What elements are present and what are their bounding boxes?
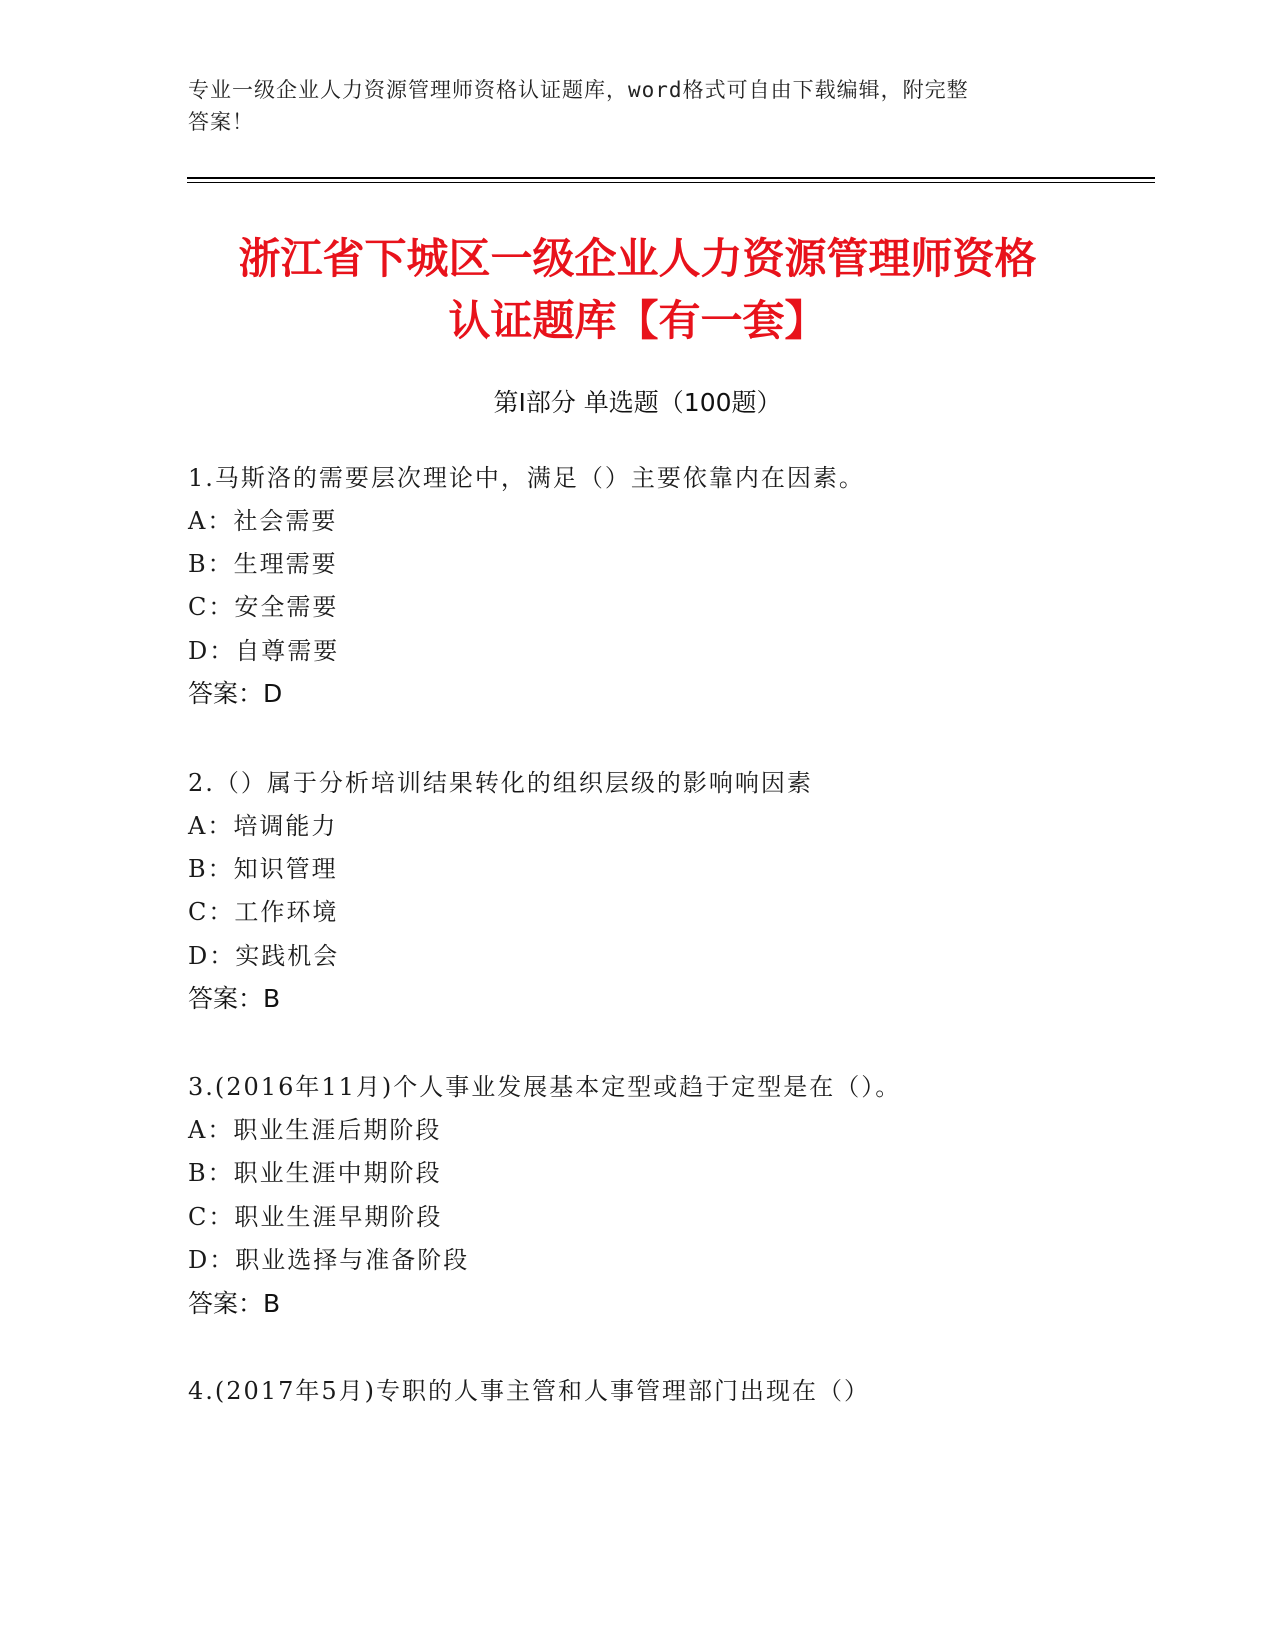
question-2-option-b: B：知识管理 <box>188 855 338 883</box>
header-note <box>188 74 1068 138</box>
question-4-stem: 4.(2017年5月)专职的人事主管和人事管理部门出现在（） <box>188 1377 870 1405</box>
document-title-line-1: 浙江省下城区一级企业人力资源管理师资格 <box>238 234 1037 283</box>
question-2-stem: 2.（）属于分析培训结果转化的组织层级的影响响因素 <box>188 769 813 797</box>
header-note-line-2: 答案！ <box>188 110 254 134</box>
header-rule-thin <box>187 182 1155 183</box>
document-title <box>150 228 1125 352</box>
question-1-option-c: C：安全需要 <box>188 593 339 621</box>
question-1-answer: 答案：D <box>188 679 283 708</box>
question-3-option-a: A：职业生涯后期阶段 <box>188 1116 442 1144</box>
question-2-option-d: D：实践机会 <box>188 942 340 970</box>
header-note-line-1: 专业一级企业人力资源管理师资格认证题库，word格式可自由下载编辑，附完整 <box>188 78 969 102</box>
question-2-answer: 答案：B <box>188 984 281 1013</box>
question-3-option-b: B：职业生涯中期阶段 <box>188 1159 442 1187</box>
question-3-option-c: C：职业生涯早期阶段 <box>188 1203 443 1231</box>
question-2-option-a: A：培调能力 <box>188 812 338 840</box>
question-1-option-d: D：自尊需要 <box>188 637 340 665</box>
question-1-option-b: B：生理需要 <box>188 550 338 578</box>
question-1-option-a: A：社会需要 <box>188 507 338 535</box>
document-title-line-2: 认证题库【有一套】 <box>448 296 827 345</box>
section-title: 第Ⅰ部分 单选题（100题） <box>493 388 782 417</box>
question-2-option-c: C：工作环境 <box>188 898 339 926</box>
question-3-answer: 答案：B <box>188 1289 281 1318</box>
question-3-stem: 3.(2016年11月)个人事业发展基本定型或趋于定型是在（）。 <box>188 1073 902 1101</box>
question-3-option-d: D：职业选择与准备阶段 <box>188 1246 470 1274</box>
question-1-stem: 1.马斯洛的需要层次理论中，满足（）主要依靠内在因素。 <box>188 464 865 492</box>
header-rule-thick <box>187 177 1155 179</box>
